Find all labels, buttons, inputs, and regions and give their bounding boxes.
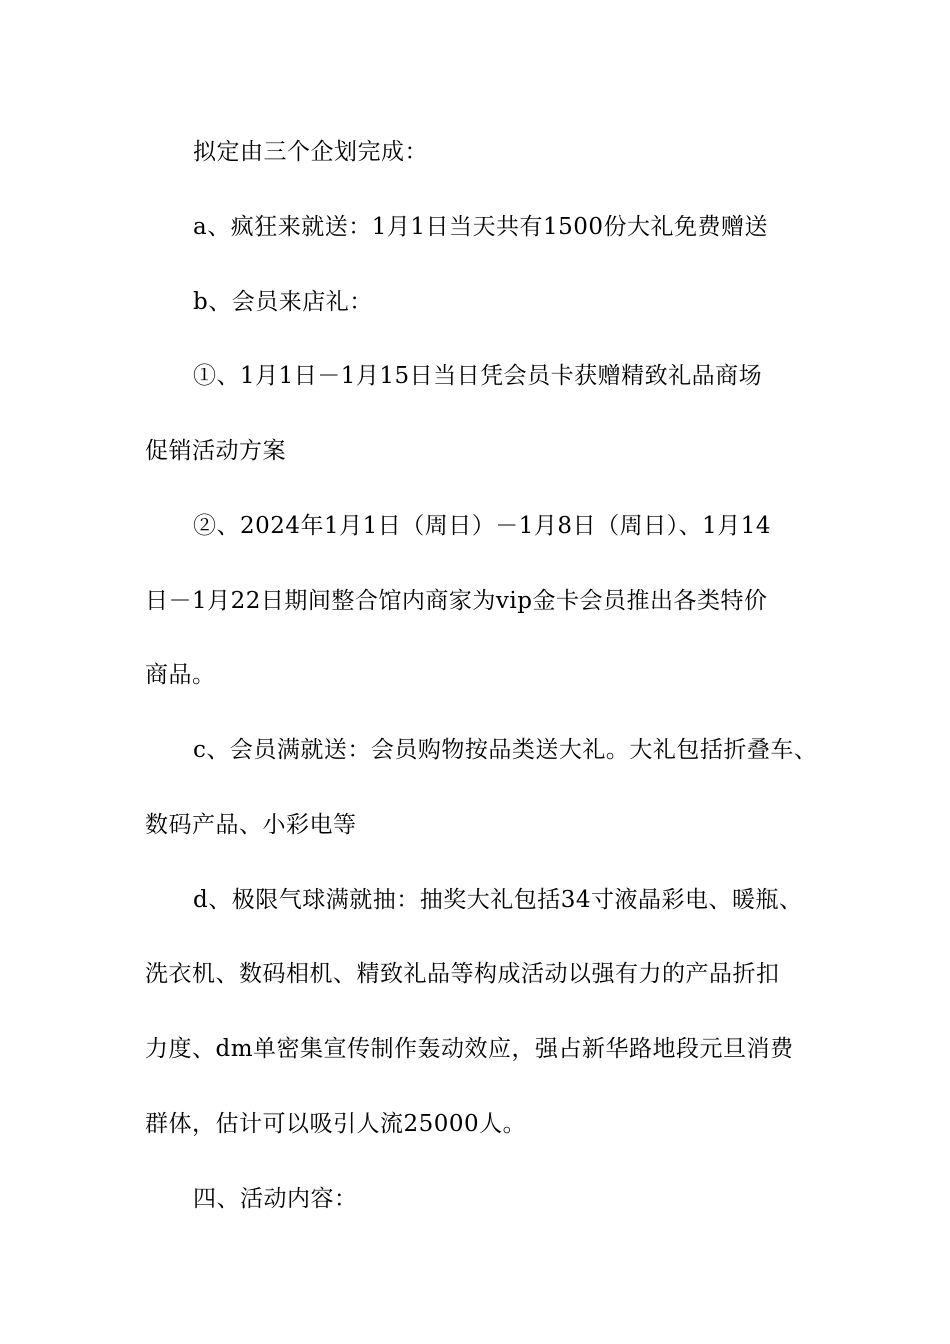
paragraph-line-2: a、疯狂来就送：1月1日当天共有1500份大礼免费赠送 bbox=[193, 214, 769, 240]
paragraph-line-6: ②、2024年1月1日（周日）－1月8日（周日）、1月14 bbox=[193, 513, 771, 539]
paragraph-line-13: 力度、dm单密集宣传制作轰动效应，强占新华路地段元旦消费 bbox=[145, 1036, 794, 1062]
paragraph-line-5: 促销活动方案 bbox=[145, 438, 286, 464]
paragraph-line-7: 日－1月22日期间整合馆内商家为vip金卡会员推出各类特价 bbox=[145, 588, 768, 614]
paragraph-line-11: d、极限气球满就抽：抽奖大礼包括34寸液晶彩电、暖瓶、 bbox=[193, 887, 803, 913]
paragraph-line-14: 群体，估计可以吸引人流25000人。 bbox=[145, 1111, 527, 1137]
paragraph-line-10: 数码产品、小彩电等 bbox=[145, 812, 357, 838]
paragraph-line-12: 洗衣机、数码相机、精致礼品等构成活动以强有力的产品折扣 bbox=[145, 961, 780, 987]
section-heading: 四、活动内容： bbox=[193, 1186, 358, 1212]
paragraph-line-1: 拟定由三个企划完成： bbox=[193, 139, 428, 165]
paragraph-line-8: 商品。 bbox=[145, 662, 216, 688]
paragraph-line-4: ①、1月1日－1月15日当日凭会员卡获赠精致礼品商场 bbox=[193, 363, 763, 389]
paragraph-line-9: c、会员满就送：会员购物按品类送大礼。大礼包括折叠车、 bbox=[193, 737, 818, 763]
paragraph-line-3: b、会员来店礼： bbox=[193, 289, 373, 315]
